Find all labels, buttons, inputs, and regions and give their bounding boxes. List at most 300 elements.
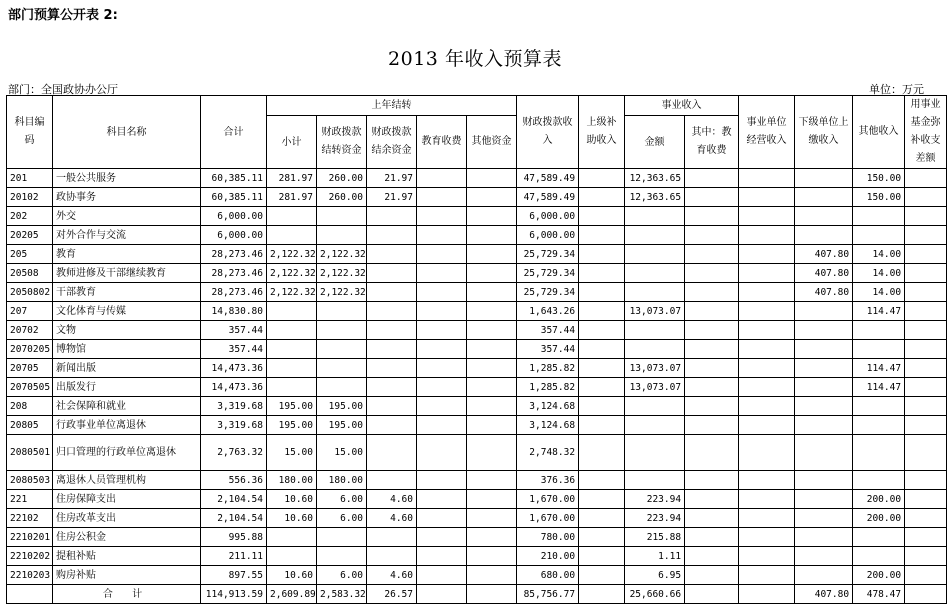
cell-fiscal-surplus: [367, 416, 417, 435]
cell-subtotal: 2,122.32: [267, 283, 317, 302]
cell-code: 2080501: [7, 435, 53, 471]
cell-name: 对外合作与交流: [53, 226, 201, 245]
cell-edu-fee: [417, 169, 467, 188]
cell-upper-subsidy: [579, 490, 625, 509]
cell-name: 教师进修及干部继续教育: [53, 264, 201, 283]
cell-edu-fee: [417, 528, 467, 547]
cell-subtotal: 10.60: [267, 566, 317, 585]
cell-fiscal: 357.44: [517, 321, 579, 340]
cell-upper-subsidy: [579, 397, 625, 416]
cell-fiscal-surplus: [367, 471, 417, 490]
cell-subtotal: [267, 321, 317, 340]
cell-name: 外交: [53, 207, 201, 226]
cell-of-which-edu: [685, 378, 739, 397]
cell-fund-balance: [905, 509, 947, 528]
cell-upper-subsidy: [579, 169, 625, 188]
cell-name: 教育: [53, 245, 201, 264]
cell-total: 357.44: [201, 340, 267, 359]
cell-other-income: 14.00: [853, 283, 905, 302]
cell-fund-balance: [905, 283, 947, 302]
cell-other-fund: [467, 397, 517, 416]
cell-of-which-edu: [685, 359, 739, 378]
cell-lower-pay: [795, 359, 853, 378]
table-row: [7, 397, 947, 416]
cell-lower-pay: [795, 340, 853, 359]
cell-fiscal-carry: 6.00: [317, 566, 367, 585]
cell-fiscal: 680.00: [517, 566, 579, 585]
cell-lower-pay: [795, 509, 853, 528]
cell-subtotal: [267, 207, 317, 226]
cell-fiscal-carry: [317, 226, 367, 245]
header-fund-balance: 用事业基金弥补收支差额: [905, 96, 947, 169]
cell-name: 提租补贴: [53, 547, 201, 566]
cell-other-income: [853, 321, 905, 340]
cell-upper-subsidy: [579, 566, 625, 585]
cell-business-amount: [625, 245, 685, 264]
cell-other-income: 14.00: [853, 245, 905, 264]
cell-total: 556.36: [201, 471, 267, 490]
cell-name: 社会保障和就业: [53, 397, 201, 416]
header-other-income: 其他收入: [853, 96, 905, 169]
cell-of-which-edu: [685, 226, 739, 245]
cell-total: 211.11: [201, 547, 267, 566]
cell-fiscal-surplus: [367, 435, 417, 471]
cell-fiscal: 25,729.34: [517, 283, 579, 302]
cell-fiscal-carry: 2,122.32: [317, 245, 367, 264]
cell-code: 2080503: [7, 471, 53, 490]
cell-name: 归口管理的行政单位离退休: [53, 435, 201, 471]
cell-edu-fee: [417, 207, 467, 226]
cell-code: 20705: [7, 359, 53, 378]
header-code: 科目编码: [7, 96, 53, 169]
cell-name: 住房公积金: [53, 528, 201, 547]
cell-business-amount: [625, 283, 685, 302]
cell-fiscal: 47,589.49: [517, 188, 579, 207]
cell-business-amount: 223.94: [625, 490, 685, 509]
header-amount: 金额: [625, 116, 685, 169]
cell-edu-fee: [417, 340, 467, 359]
cell-fiscal-carry: 195.00: [317, 416, 367, 435]
cell-other-fund: [467, 547, 517, 566]
cell-subtotal: 2,609.89: [267, 585, 317, 604]
cell-fiscal-surplus: [367, 283, 417, 302]
cell-upper-subsidy: [579, 283, 625, 302]
cell-fund-balance: [905, 359, 947, 378]
cell-other-income: [853, 397, 905, 416]
cell-other-income: 200.00: [853, 490, 905, 509]
cell-edu-fee: [417, 397, 467, 416]
cell-fiscal-carry: 6.00: [317, 509, 367, 528]
cell-business-op: [739, 359, 795, 378]
document-label: 部门预算公开表 2:: [8, 8, 118, 23]
cell-edu-fee: [417, 283, 467, 302]
cell-fiscal: 25,729.34: [517, 264, 579, 283]
cell-upper-subsidy: [579, 264, 625, 283]
header-fiscal: 财政拨款收入: [517, 96, 579, 169]
cell-business-op: [739, 302, 795, 321]
cell-fund-balance: [905, 188, 947, 207]
cell-business-op: [739, 490, 795, 509]
cell-upper-subsidy: [579, 547, 625, 566]
cell-fiscal-carry: [317, 321, 367, 340]
cell-edu-fee: [417, 435, 467, 471]
cell-subtotal: [267, 359, 317, 378]
cell-fund-balance: [905, 547, 947, 566]
cell-name: 一般公共服务: [53, 169, 201, 188]
cell-fiscal: 85,756.77: [517, 585, 579, 604]
cell-business-op: [739, 416, 795, 435]
cell-other-fund: [467, 566, 517, 585]
cell-code: 20205: [7, 226, 53, 245]
cell-subtotal: [267, 528, 317, 547]
cell-lower-pay: [795, 321, 853, 340]
cell-of-which-edu: [685, 397, 739, 416]
cell-fund-balance: [905, 378, 947, 397]
income-budget-table: [6, 95, 947, 604]
cell-lower-pay: [795, 490, 853, 509]
cell-upper-subsidy: [579, 471, 625, 490]
cell-total: 897.55: [201, 566, 267, 585]
cell-fiscal-surplus: [367, 245, 417, 264]
cell-fiscal: 6,000.00: [517, 207, 579, 226]
cell-other-income: [853, 340, 905, 359]
cell-upper-subsidy: [579, 226, 625, 245]
cell-other-income: 478.47: [853, 585, 905, 604]
cell-other-fund: [467, 283, 517, 302]
cell-business-op: [739, 169, 795, 188]
cell-business-amount: 12,363.65: [625, 188, 685, 207]
table-row: [7, 416, 947, 435]
cell-code: 221: [7, 490, 53, 509]
cell-fiscal-surplus: [367, 359, 417, 378]
cell-total: 6,000.00: [201, 207, 267, 226]
cell-fiscal-surplus: 21.97: [367, 169, 417, 188]
cell-upper-subsidy: [579, 321, 625, 340]
cell-code: 2070205: [7, 340, 53, 359]
cell-code: 22102: [7, 509, 53, 528]
cell-total: 3,319.68: [201, 416, 267, 435]
cell-fiscal-carry: [317, 359, 367, 378]
cell-business-amount: [625, 471, 685, 490]
cell-total: 6,000.00: [201, 226, 267, 245]
cell-fiscal: 357.44: [517, 340, 579, 359]
cell-business-amount: 223.94: [625, 509, 685, 528]
header-other-fund: 其他资金: [467, 116, 517, 169]
cell-other-fund: [467, 490, 517, 509]
cell-subtotal: [267, 340, 317, 359]
cell-name: 出版发行: [53, 378, 201, 397]
cell-other-fund: [467, 226, 517, 245]
cell-business-op: [739, 528, 795, 547]
cell-total: 14,830.80: [201, 302, 267, 321]
cell-code: 202: [7, 207, 53, 226]
cell-total: 2,763.32: [201, 435, 267, 471]
header-total: 合计: [201, 96, 267, 169]
cell-other-income: [853, 226, 905, 245]
cell-of-which-edu: [685, 585, 739, 604]
table-row: [7, 264, 947, 283]
cell-other-income: 114.47: [853, 378, 905, 397]
page-title: 2013 年收入预算表: [388, 48, 562, 70]
table-row: [7, 528, 947, 547]
cell-fiscal-carry: [317, 340, 367, 359]
cell-of-which-edu: [685, 188, 739, 207]
table-row: [7, 340, 947, 359]
cell-upper-subsidy: [579, 245, 625, 264]
cell-fiscal: 2,748.32: [517, 435, 579, 471]
cell-business-op: [739, 283, 795, 302]
cell-upper-subsidy: [579, 585, 625, 604]
cell-name: 住房改革支出: [53, 509, 201, 528]
unit-label: 单位：万元: [869, 83, 924, 96]
cell-name: 文化体育与传媒: [53, 302, 201, 321]
cell-fund-balance: [905, 416, 947, 435]
cell-business-amount: [625, 264, 685, 283]
cell-of-which-edu: [685, 416, 739, 435]
cell-fund-balance: [905, 226, 947, 245]
cell-edu-fee: [417, 490, 467, 509]
header-fiscal-surplus: 财政拨款结余资金: [367, 116, 417, 169]
cell-fiscal: 376.36: [517, 471, 579, 490]
cell-fiscal-carry: 15.00: [317, 435, 367, 471]
cell-of-which-edu: [685, 528, 739, 547]
cell-business-amount: [625, 435, 685, 471]
cell-fund-balance: [905, 245, 947, 264]
cell-edu-fee: [417, 321, 467, 340]
cell-other-fund: [467, 245, 517, 264]
header-of-which-edu: 其中：教育收费: [685, 116, 739, 169]
cell-lower-pay: [795, 416, 853, 435]
cell-name: 干部教育: [53, 283, 201, 302]
cell-other-fund: [467, 321, 517, 340]
cell-fiscal: 780.00: [517, 528, 579, 547]
cell-code: 2210203: [7, 566, 53, 585]
cell-lower-pay: 407.80: [795, 283, 853, 302]
cell-upper-subsidy: [579, 188, 625, 207]
cell-lower-pay: 407.80: [795, 245, 853, 264]
cell-other-fund: [467, 528, 517, 547]
cell-total: 357.44: [201, 321, 267, 340]
cell-name: 政协事务: [53, 188, 201, 207]
cell-fund-balance: [905, 321, 947, 340]
cell-of-which-edu: [685, 245, 739, 264]
cell-fund-balance: [905, 528, 947, 547]
cell-fiscal-carry: 2,122.32: [317, 264, 367, 283]
cell-fund-balance: [905, 435, 947, 471]
cell-code: 2050802: [7, 283, 53, 302]
cell-business-op: [739, 566, 795, 585]
cell-fund-balance: [905, 340, 947, 359]
table-row: [7, 547, 947, 566]
cell-business-op: [739, 378, 795, 397]
cell-upper-subsidy: [579, 528, 625, 547]
cell-lower-pay: [795, 566, 853, 585]
cell-name: 离退休人员管理机构: [53, 471, 201, 490]
cell-other-fund: [467, 207, 517, 226]
cell-subtotal: 180.00: [267, 471, 317, 490]
cell-total: 114,913.59: [201, 585, 267, 604]
cell-fiscal-surplus: [367, 528, 417, 547]
cell-edu-fee: [417, 378, 467, 397]
cell-fiscal-carry: 180.00: [317, 471, 367, 490]
cell-lower-pay: [795, 471, 853, 490]
cell-total: 28,273.46: [201, 245, 267, 264]
cell-upper-subsidy: [579, 359, 625, 378]
cell-fiscal: 25,729.34: [517, 245, 579, 264]
cell-of-which-edu: [685, 283, 739, 302]
cell-other-fund: [467, 585, 517, 604]
cell-business-op: [739, 245, 795, 264]
department-label: 部门：全国政协办公厅: [8, 83, 118, 96]
cell-edu-fee: [417, 471, 467, 490]
table-row: [7, 188, 947, 207]
cell-subtotal: 10.60: [267, 490, 317, 509]
cell-other-fund: [467, 435, 517, 471]
cell-fiscal-surplus: 4.60: [367, 490, 417, 509]
cell-fiscal-surplus: [367, 207, 417, 226]
cell-subtotal: [267, 302, 317, 321]
cell-other-fund: [467, 302, 517, 321]
cell-business-amount: [625, 340, 685, 359]
cell-subtotal: 10.60: [267, 509, 317, 528]
cell-name: 新闻出版: [53, 359, 201, 378]
cell-edu-fee: [417, 188, 467, 207]
cell-code: 2070505: [7, 378, 53, 397]
cell-fiscal-surplus: [367, 226, 417, 245]
cell-fiscal-carry: 260.00: [317, 188, 367, 207]
cell-business-amount: 25,660.66: [625, 585, 685, 604]
cell-business-amount: [625, 397, 685, 416]
cell-other-income: 150.00: [853, 169, 905, 188]
table-row: [7, 359, 947, 378]
cell-name: 行政事业单位离退休: [53, 416, 201, 435]
cell-total: 3,319.68: [201, 397, 267, 416]
cell-edu-fee: [417, 585, 467, 604]
cell-fiscal: 6,000.00: [517, 226, 579, 245]
cell-other-income: [853, 471, 905, 490]
cell-other-fund: [467, 340, 517, 359]
cell-upper-subsidy: [579, 302, 625, 321]
cell-business-op: [739, 471, 795, 490]
cell-subtotal: 281.97: [267, 188, 317, 207]
cell-other-fund: [467, 416, 517, 435]
cell-business-amount: [625, 321, 685, 340]
cell-of-which-edu: [685, 435, 739, 471]
cell-subtotal: 2,122.32: [267, 245, 317, 264]
cell-business-op: [739, 226, 795, 245]
cell-fiscal-surplus: 26.57: [367, 585, 417, 604]
cell-other-income: [853, 416, 905, 435]
cell-other-income: [853, 528, 905, 547]
table-row: [7, 378, 947, 397]
cell-edu-fee: [417, 566, 467, 585]
cell-other-income: 200.00: [853, 566, 905, 585]
cell-lower-pay: [795, 226, 853, 245]
cell-fiscal: 1,643.26: [517, 302, 579, 321]
cell-lower-pay: [795, 397, 853, 416]
cell-subtotal: 2,122.32: [267, 264, 317, 283]
cell-edu-fee: [417, 416, 467, 435]
cell-fiscal-carry: [317, 302, 367, 321]
table-body: [7, 169, 947, 604]
cell-name: 文物: [53, 321, 201, 340]
cell-total: 2,104.54: [201, 509, 267, 528]
cell-fiscal-carry: [317, 378, 367, 397]
cell-of-which-edu: [685, 471, 739, 490]
cell-subtotal: 281.97: [267, 169, 317, 188]
table-row: [7, 566, 947, 585]
cell-fiscal-carry: 2,583.32: [317, 585, 367, 604]
table-row: [7, 283, 947, 302]
cell-total: 2,104.54: [201, 490, 267, 509]
cell-fiscal-surplus: [367, 340, 417, 359]
cell-code: 2210202: [7, 547, 53, 566]
cell-total: 28,273.46: [201, 264, 267, 283]
cell-lower-pay: [795, 169, 853, 188]
header-edu-fee: 教育收费: [417, 116, 467, 169]
cell-lower-pay: 407.80: [795, 264, 853, 283]
cell-of-which-edu: [685, 509, 739, 528]
cell-code: 208: [7, 397, 53, 416]
cell-fiscal-surplus: 4.60: [367, 566, 417, 585]
cell-fiscal: 1,670.00: [517, 509, 579, 528]
cell-lower-pay: [795, 188, 853, 207]
header-upper-subsidy: 上级补助收入: [579, 96, 625, 169]
cell-business-amount: [625, 416, 685, 435]
cell-fund-balance: [905, 207, 947, 226]
cell-fiscal-carry: 260.00: [317, 169, 367, 188]
cell-lower-pay: [795, 528, 853, 547]
cell-business-op: [739, 340, 795, 359]
cell-business-op: [739, 264, 795, 283]
cell-subtotal: 195.00: [267, 397, 317, 416]
header-business-op: 事业单位经营收入: [739, 96, 795, 169]
table-row: [7, 490, 947, 509]
cell-of-which-edu: [685, 264, 739, 283]
cell-fiscal-carry: 6.00: [317, 490, 367, 509]
cell-code: [7, 585, 53, 604]
cell-subtotal: [267, 547, 317, 566]
header-lower-pay: 下级单位上缴收入: [795, 96, 853, 169]
cell-of-which-edu: [685, 547, 739, 566]
cell-lower-pay: [795, 207, 853, 226]
cell-upper-subsidy: [579, 207, 625, 226]
cell-upper-subsidy: [579, 509, 625, 528]
cell-fiscal-carry: [317, 528, 367, 547]
cell-business-op: [739, 321, 795, 340]
table-row: [7, 169, 947, 188]
cell-other-income: 114.47: [853, 302, 905, 321]
cell-subtotal: 15.00: [267, 435, 317, 471]
cell-fund-balance: [905, 566, 947, 585]
cell-other-fund: [467, 188, 517, 207]
cell-of-which-edu: [685, 207, 739, 226]
cell-lower-pay: [795, 302, 853, 321]
table-row: [7, 226, 947, 245]
cell-of-which-edu: [685, 169, 739, 188]
cell-upper-subsidy: [579, 340, 625, 359]
cell-business-op: [739, 585, 795, 604]
cell-name: 住房保障支出: [53, 490, 201, 509]
cell-business-amount: 1.11: [625, 547, 685, 566]
cell-lower-pay: [795, 547, 853, 566]
header-fiscal-carry: 财政拨款结转资金: [317, 116, 367, 169]
cell-subtotal: [267, 378, 317, 397]
table-row: [7, 245, 947, 264]
cell-fiscal-surplus: 21.97: [367, 188, 417, 207]
cell-total: 995.88: [201, 528, 267, 547]
cell-total: 60,385.11: [201, 188, 267, 207]
